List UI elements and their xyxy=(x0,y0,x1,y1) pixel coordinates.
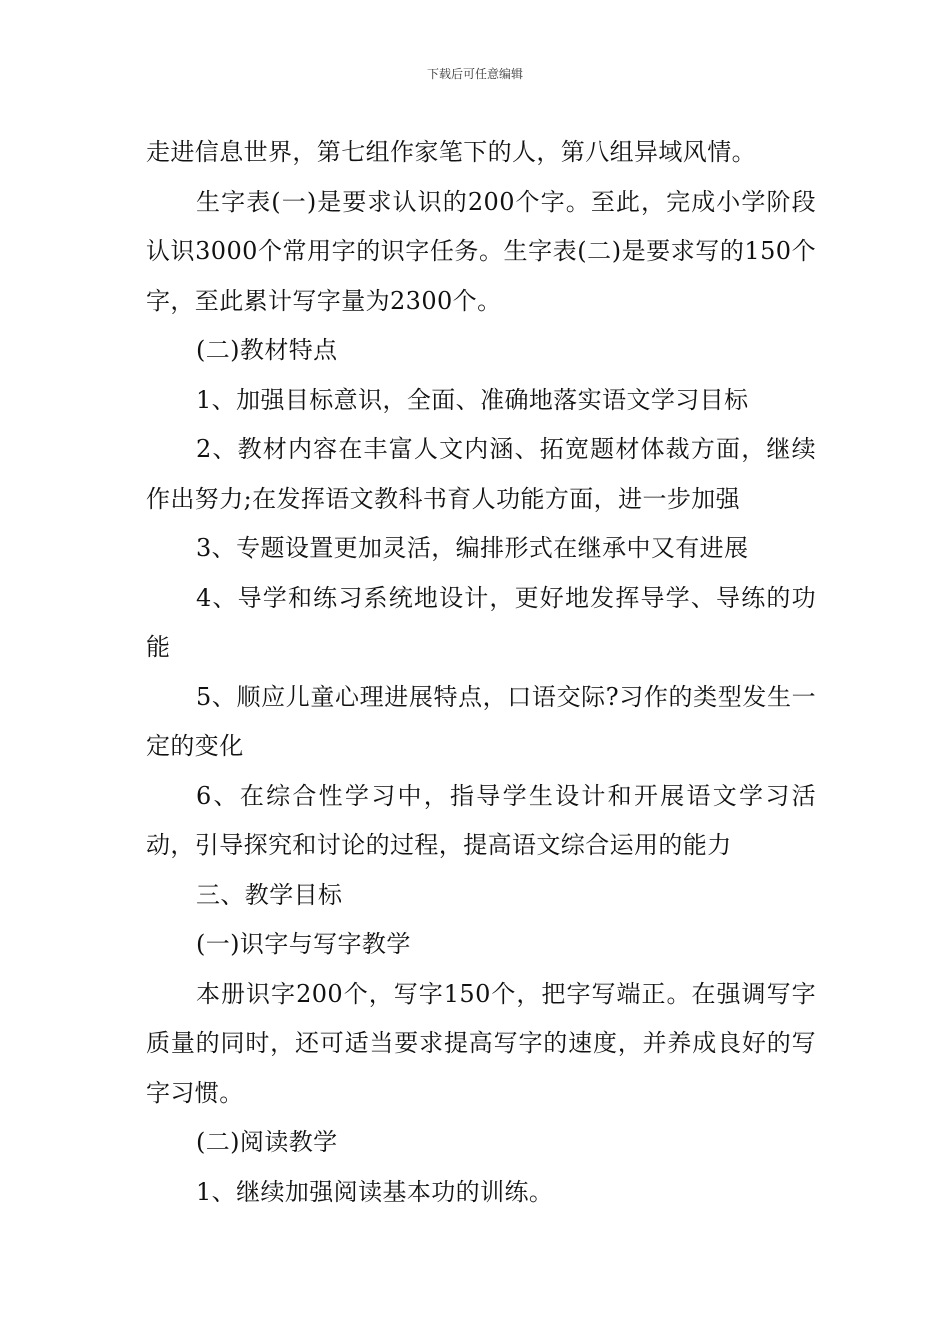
list-item: 2、教材内容在丰富人文内涵、拓宽题材体裁方面，继续作出努力;在发挥语文教科书育人功能方面，进一步加强 xyxy=(146,435,816,513)
section-heading: 三、教学目标 xyxy=(196,880,343,909)
paragraph: 生字表(一)是要求认识的200个字。至此，完成小学阶段认识3000个常用字的识字任务。生字表(二)是要求写的150个字，至此累计写字量为2300个。 xyxy=(146,187,816,315)
list-item: 5、顺应儿童心理进展特点，口语交际?习作的类型发生一定的变化 xyxy=(146,682,816,760)
page-header: 下载后可任意编辑 xyxy=(426,67,523,81)
paragraph: 走进信息世界，第七组作家笔下的人，第八组异域风情。 xyxy=(146,138,756,166)
section-heading: (二)教材特点 xyxy=(196,336,338,364)
list-item: 4、导学和练习系统地设计，更好地发挥导学、导练的功能 xyxy=(146,583,816,661)
subsection-heading: (一)识字与写字教学 xyxy=(196,930,411,958)
document-body xyxy=(146,128,816,1217)
list-item: 1、继续加强阅读基本功的训练。 xyxy=(196,1177,554,1206)
paragraph: 本册识字200个，写字150个，把字写端正。在强调写字质量的同时，还可适当要求提高写字的速度，并养成良好的写字习惯。 xyxy=(146,979,816,1107)
subsection-heading: (二)阅读教学 xyxy=(196,1128,338,1156)
list-item: 1、加强目标意识，全面、准确地落实语文学习目标 xyxy=(196,385,749,414)
list-item: 3、专题设置更加灵活，编排形式在继承中又有进展 xyxy=(196,534,749,562)
list-item: 6、在综合性学习中，指导学生设计和开展语文学习活动，引导探究和讨论的过程，提高语文综合运用的能力 xyxy=(146,781,816,859)
